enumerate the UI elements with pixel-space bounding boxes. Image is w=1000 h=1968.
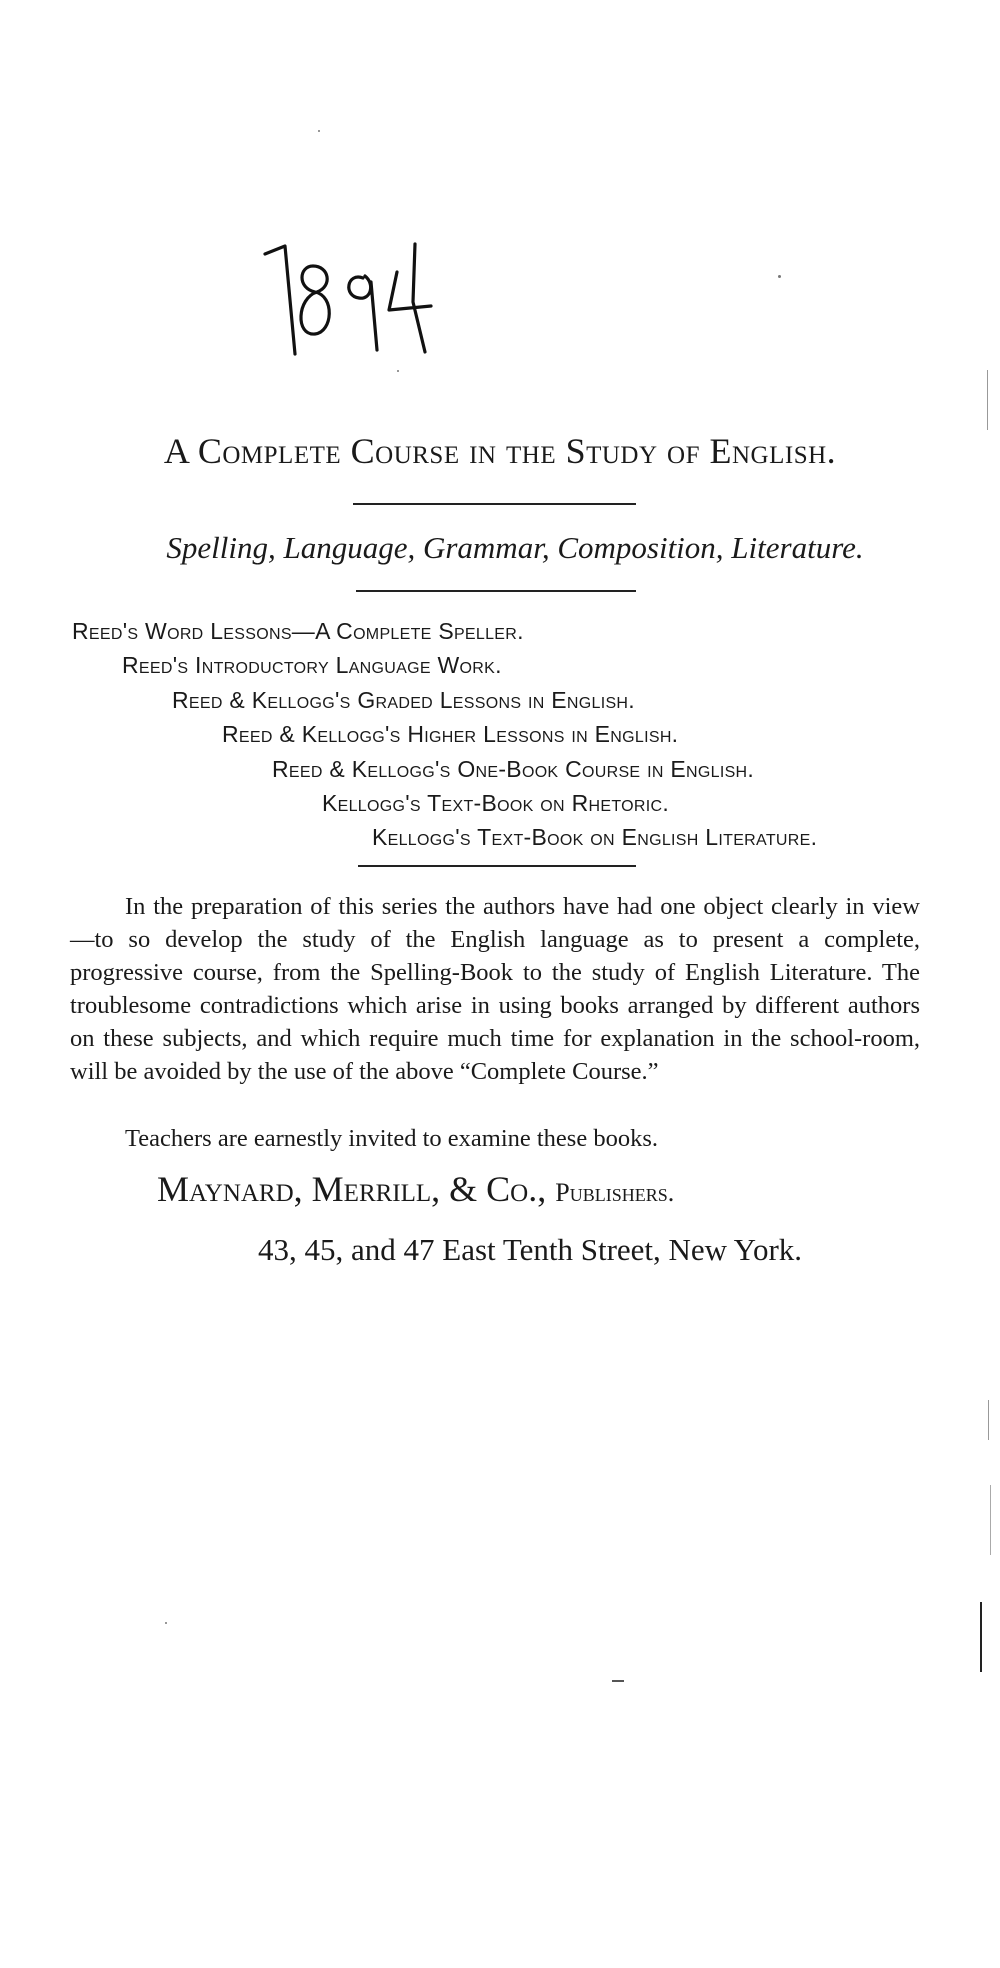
scan-edge-mark bbox=[980, 1602, 982, 1672]
book-title: Kellogg's Text-Book on Rhetoric. bbox=[322, 790, 670, 816]
publisher-role: Publishers. bbox=[555, 1178, 675, 1207]
scan-speck bbox=[778, 275, 781, 278]
book-title: Reed & Kellogg's Higher Lessons in English. bbox=[222, 721, 679, 747]
list-divider bbox=[358, 865, 636, 867]
course-title: A Complete Course in the Study of English. bbox=[163, 431, 837, 471]
publisher-line bbox=[157, 1168, 674, 1210]
scan-edge-mark bbox=[612, 1680, 624, 1682]
scan-speck bbox=[397, 370, 399, 372]
book-title: Kellogg's Text-Book on English Literature. bbox=[372, 824, 818, 850]
publisher-address: 43, 45, and 47 East Tenth Street, New York. bbox=[258, 1232, 803, 1267]
book-title: Reed & Kellogg's Graded Lessons in English. bbox=[172, 687, 635, 713]
scan-edge-mark bbox=[988, 1400, 989, 1440]
series-description: In the preparation of this series the authors have had one object clearly in view—to so develop the study of the English language as to present a complete, progressive course, from the Spelling-Book to the study of English Literature. The troublesome contradictions which arise in using books arranged by different authors on these subjects, and which require much time for explanation in the school-room, will be avoided by the use of the above “Complete Course.” bbox=[70, 893, 920, 1085]
handwritten-year-inscription bbox=[255, 232, 435, 362]
course-subtitle: Spelling, Language, Grammar, Composition, Literature. bbox=[166, 530, 864, 565]
title-divider bbox=[353, 503, 636, 505]
book-title: Reed's Introductory Language Work. bbox=[122, 652, 502, 678]
scan-speck bbox=[318, 130, 320, 132]
publisher-name: Maynard, Merrill, & Co., bbox=[157, 1169, 547, 1209]
scan-edge-mark bbox=[990, 1485, 991, 1555]
book-title: Reed & Kellogg's One-Book Course in English. bbox=[272, 756, 755, 782]
teachers-invitation: Teachers are earnestly invited to examine these books. bbox=[125, 1125, 658, 1152]
scan-speck bbox=[165, 1622, 167, 1624]
book-title: Reed's Word Lessons—A Complete Speller. bbox=[72, 618, 524, 644]
scan-edge-mark bbox=[987, 370, 988, 430]
subtitle-divider bbox=[356, 590, 636, 592]
